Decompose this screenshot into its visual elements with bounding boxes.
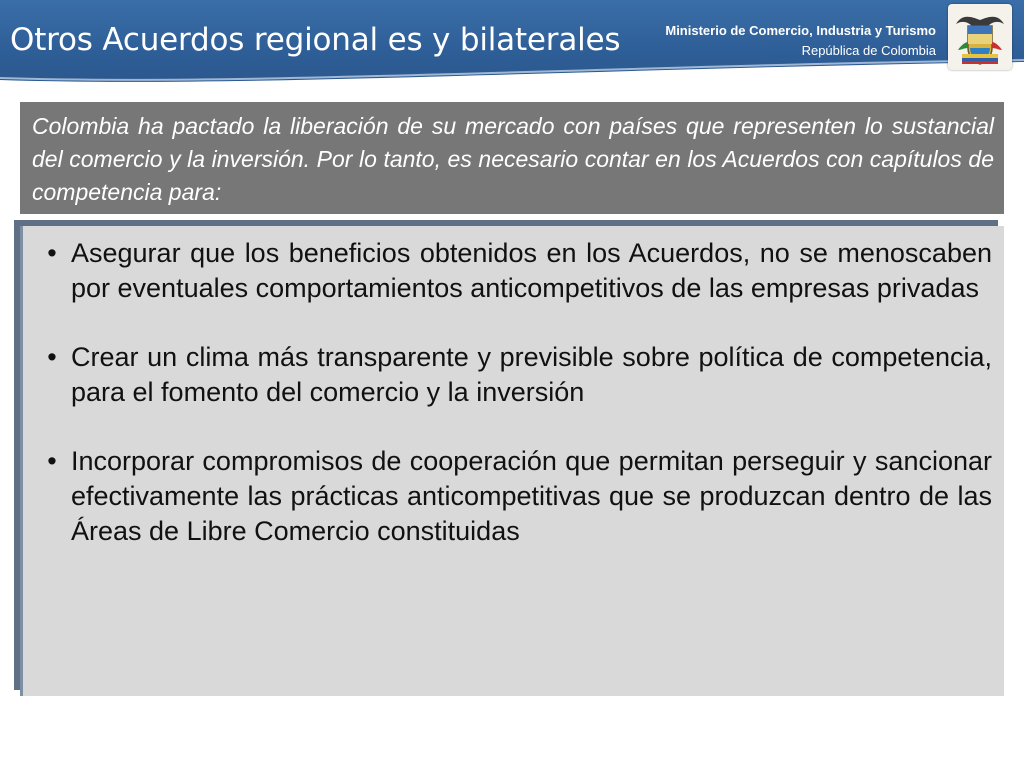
bullet-marker: • <box>47 238 57 268</box>
bullet-text: Crear un clima más transparente y previsible sobre política de competencia, para el fomento del comercio y la inversión <box>71 342 992 407</box>
slide-title: Otros Acuerdos regional es y bilaterales <box>10 22 621 58</box>
bullet-text: Asegurar que los beneficios obtenidos en los Acuerdos, no se menoscaben por eventuales comportamientos anticompetitivos de las empresas privadas <box>71 238 992 303</box>
intro-text: Colombia ha pactado la liberación de su mercado con países que representen lo sustancial del comercio y la inversión. Por lo tanto, es necesario contar en los Acuerdos con capítulos de competencia para: <box>32 113 994 205</box>
ministry-name: Ministerio de Comercio, Industria y Turismo <box>665 23 936 38</box>
intro-text-box <box>20 102 1004 214</box>
country-name: República de Colombia <box>801 43 936 58</box>
bullets-box <box>20 226 1004 696</box>
bullet-text: Incorporar compromisos de cooperación que permitan perseguir y sancionar efectivamente las prácticas anticompetitivas que se produzcan dentro de las Áreas de Libre Comercio constituidas <box>71 446 992 546</box>
slide-header <box>0 0 1024 88</box>
bullet-item <box>33 444 992 549</box>
bullet-marker: • <box>47 446 57 476</box>
bullet-item <box>33 236 992 306</box>
colombia-coat-of-arms-icon <box>948 4 1012 70</box>
ministry-block <box>665 21 936 61</box>
bullet-marker: • <box>47 342 57 372</box>
bullet-item <box>33 340 992 410</box>
header-wave-decoration <box>0 58 1024 88</box>
